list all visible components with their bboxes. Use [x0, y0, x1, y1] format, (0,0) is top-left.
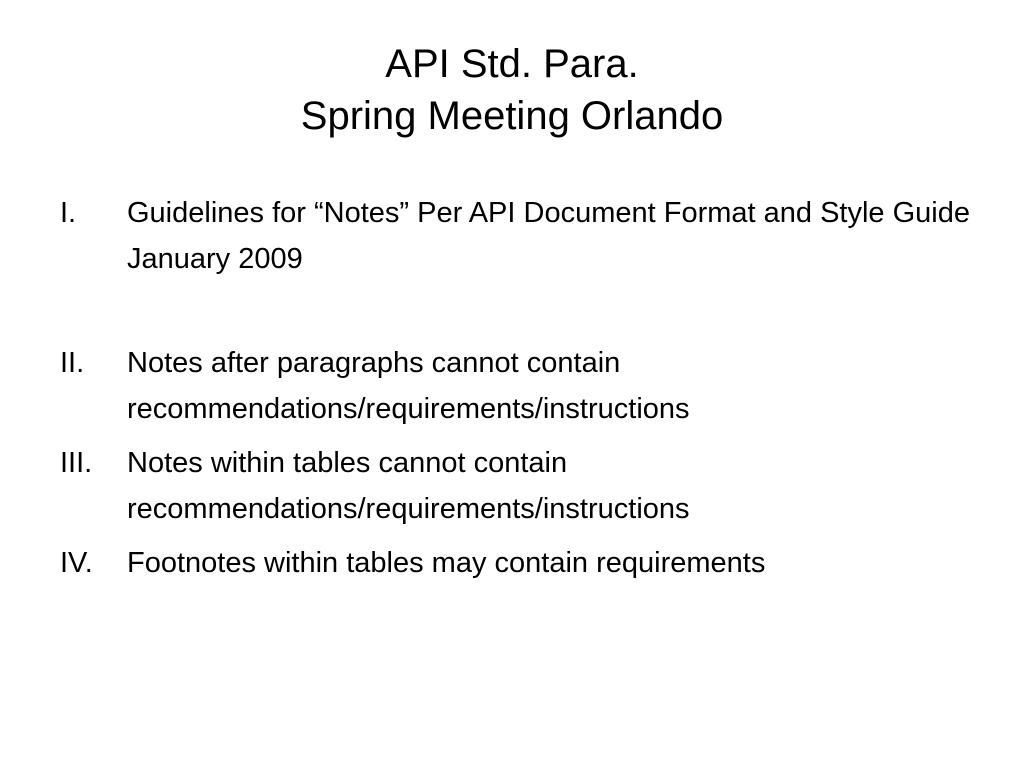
list-numeral: I.: [60, 197, 77, 229]
list-numeral: III.: [60, 447, 93, 479]
list-text: Notes within tables cannot contain recommendations/requirements/instructions: [127, 447, 690, 525]
title-line-1: API Std. Para.: [385, 42, 639, 86]
list-numeral: II.: [60, 347, 85, 379]
list-text: Guidelines for “Notes” Per API Document Format and Style Guide January 2009: [127, 197, 970, 275]
list-item: [60, 190, 980, 282]
list-numeral: IV.: [60, 547, 93, 579]
title-line-2: Spring Meeting Orlando: [300, 94, 724, 138]
list-item: [60, 440, 980, 532]
list-text: Notes after paragraphs cannot contain recommendations/requirements/instructions: [127, 347, 690, 425]
list-item: [60, 540, 980, 586]
list-text: Footnotes within tables may contain requirements: [127, 547, 766, 579]
bullet-list: [60, 190, 980, 594]
slide-title: [0, 38, 1024, 142]
list-item: [60, 340, 980, 432]
